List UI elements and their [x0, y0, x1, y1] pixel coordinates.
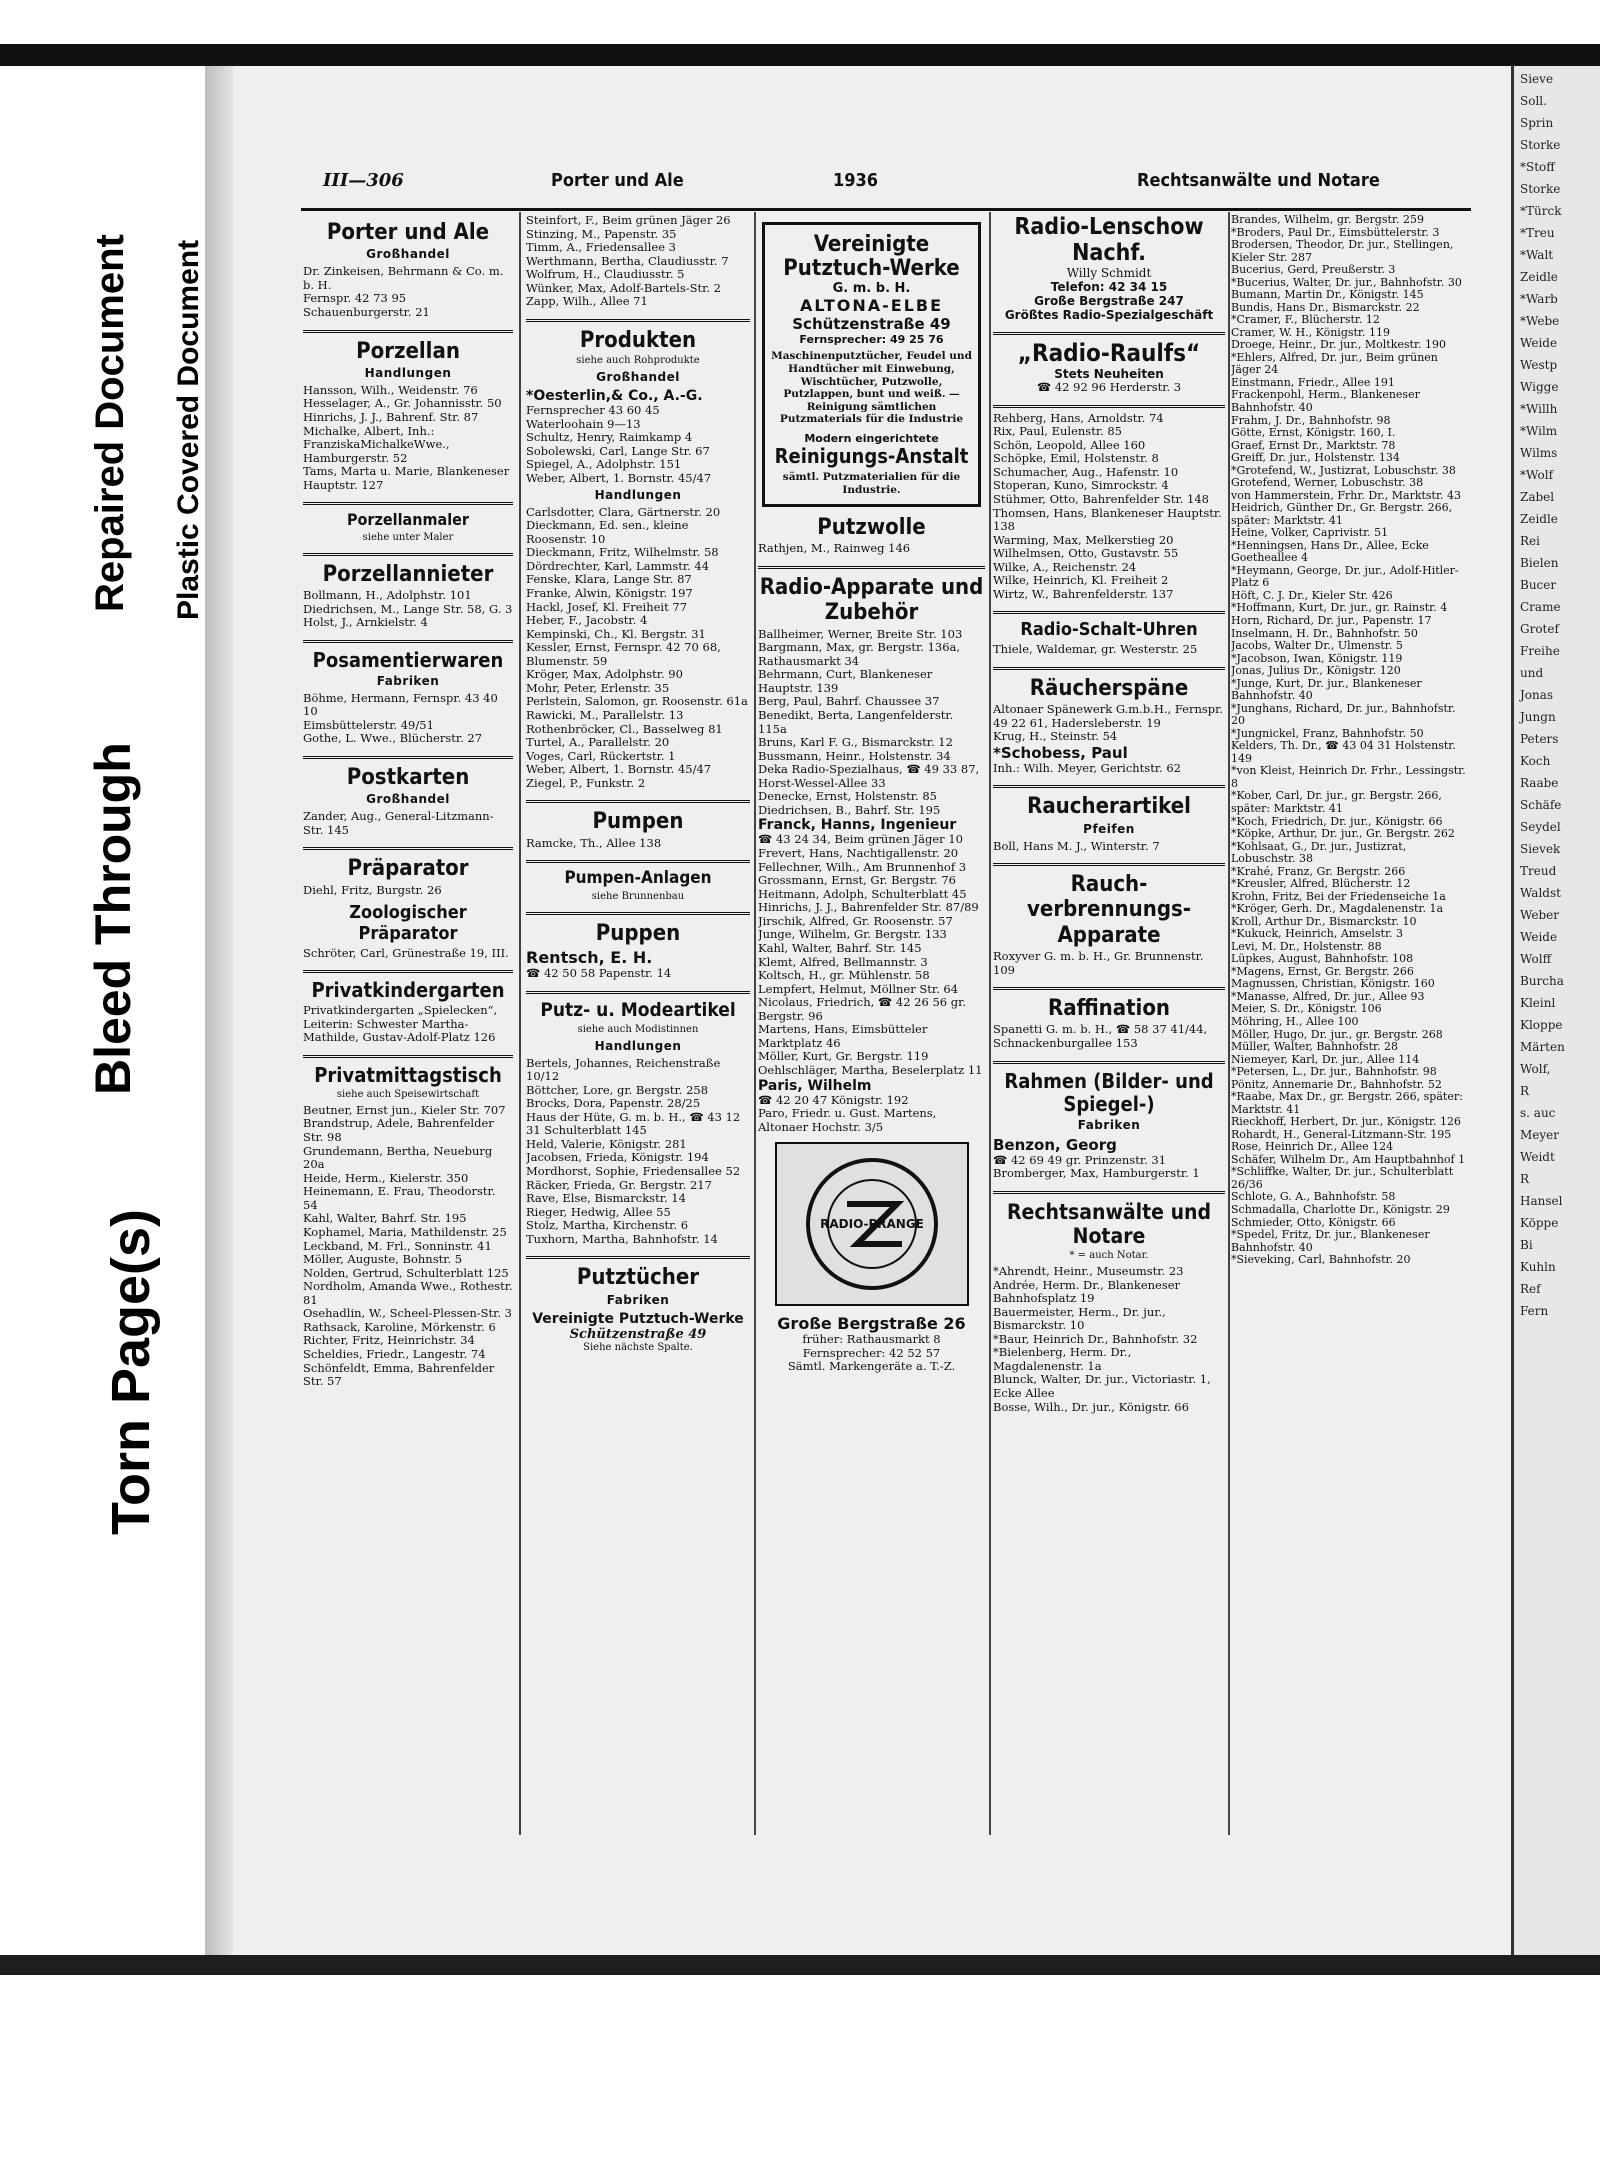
advertisement — [993, 339, 1225, 395]
featured-entry: Paris, Wilhelm — [758, 1077, 872, 1094]
adjacent-page-line: Schäfe — [1520, 798, 1562, 812]
column-rule — [1228, 212, 1230, 1835]
label-bleed-through: Bleed Through — [85, 742, 141, 1095]
separator — [303, 553, 513, 556]
entry-list: Inh.: Wilh. Meyer, Gerichtstr. 62 — [993, 760, 1181, 775]
section-heading: Rauch-verbrennungs-Apparate — [1026, 872, 1191, 948]
entry-list: Rehberg, Hans, Arnoldstr. 74 Rix, Paul, Eulenstr. 85 Schön, Leopold, Allee 160 Schöpke, Emil, Holstenstr. 8 Schumacher, Aug., Hafenstr. 10 Stoperan, Kuno, Simrockstr. 4 Stühmer, Otto, Bahrenfelder Str. 148 Thomsen, Hans, Blankeneser Hauptstr. 138 Warming, Max, Melkerstieg 20 Wilhelmsen, Otto, Gustavstr. 55 Wilke, A., Reichenstr. 24 Wilke, Heinrich, Kl. Freiheit 2 Wirtz, W., Bahrenfelderstr. 137 — [993, 410, 1222, 601]
header-right-title: Rechtsanwälte und Notare — [1137, 170, 1380, 191]
separator — [993, 1191, 1225, 1194]
separator — [526, 1256, 750, 1259]
section-heading: Privatkindergarten — [311, 978, 505, 1003]
radio-logo-icon — [787, 1154, 957, 1294]
separator — [526, 860, 750, 863]
separator — [993, 611, 1225, 614]
adjacent-page-line: Weber — [1520, 908, 1559, 922]
adjacent-page-line: *Treu — [1520, 226, 1555, 240]
section-heading: Präparator — [347, 856, 469, 882]
section-note: siehe Brunnenbau — [591, 890, 685, 902]
adjacent-page-line: Burcha — [1520, 974, 1564, 988]
adjacent-page-line: Weide — [1520, 930, 1558, 944]
radio-prange-logo — [775, 1142, 969, 1306]
adjacent-page-line: Jonas — [1520, 688, 1554, 702]
header-left-title: Porter und Ale — [551, 170, 684, 191]
section-heading: Radio-Apparate und Zubehör — [759, 574, 984, 626]
section-heading: Porzellan — [356, 338, 460, 364]
column-5 — [1231, 214, 1466, 1835]
separator — [993, 785, 1225, 788]
separator — [303, 970, 513, 973]
adjacent-page-line: Rei — [1520, 534, 1540, 548]
separator — [993, 405, 1225, 408]
adjacent-page-line: *Willh — [1520, 402, 1558, 416]
adjacent-page-line: Köppe — [1520, 1216, 1559, 1230]
adjacent-page-line: Bielen — [1520, 556, 1559, 570]
section-heading: Postkarten — [346, 764, 470, 790]
featured-entry: Vereinigte Putztuch-Werke — [532, 1310, 744, 1327]
entry-list: Bertels, Johannes, Reichenstraße 10/12 Böttcher, Lore, gr. Bergstr. 258 Brocks, Dora, Papenstr. 28/25 Haus der Hüte, G. m. b. H., ☎ 43 12 31 Schulterblatt 145 Held, Valerie, Königstr. 281 Jacobsen, Frieda, Königstr. 194 Mordhorst, Sophie, Friedensallee 52 Räcker, Frieda, Gr. Bergstr. 217 Rave, Else, Bismarckstr. 14 Rieger, Hedwig, Allee 55 Stolz, Martha, Kirchenstr. 6 Tuxhorn, Martha, Bahnhofstr. 14 — [526, 1055, 741, 1246]
page-header — [323, 170, 1453, 194]
ad-street: Schützenstraße 49 — [792, 315, 951, 334]
section-heading: Puppen — [595, 920, 681, 946]
entry-list: Altonaer Spänewerk G.m.b.H., Fernspr. 49 22 61, Hadersleberstr. 19 Krug, H., Steinstr. 54 — [993, 701, 1224, 744]
adjacent-page-line: Märten — [1520, 1040, 1565, 1054]
section-heading: Raucherartikel — [1027, 794, 1191, 820]
section-subheading: Großhandel — [366, 792, 450, 807]
section-subheading: Handlungen — [364, 365, 452, 380]
separator — [303, 756, 513, 759]
adjacent-page-line: Freihe — [1520, 644, 1560, 658]
header-year: 1936 — [833, 170, 879, 191]
entry-list: Spanetti G. m. b. H., ☎ 58 37 41/44, Schnackenburgallee 153 — [993, 1022, 1208, 1050]
section-heading: Pumpen-Anlagen — [564, 868, 712, 889]
adjacent-page-line: *Stoff — [1520, 160, 1555, 174]
label-plastic-covered: Plastic Covered Document — [172, 239, 205, 620]
section-heading: Räucherspäne — [1029, 675, 1189, 701]
section-note: siehe unter Maler — [362, 531, 454, 543]
section-heading: Porter und Ale — [326, 220, 490, 245]
column-4 — [993, 214, 1225, 1835]
entry-list: Boll, Hans M. J., Winterstr. 7 — [993, 838, 1160, 853]
separator — [303, 330, 513, 333]
column-3 — [758, 214, 985, 1835]
advertisement — [758, 1314, 985, 1374]
label-strip — [0, 0, 205, 1975]
column-1 — [303, 214, 513, 1835]
ad-title: Radio-Lenschow Nachf. — [1014, 214, 1204, 266]
page-number: III—306 — [323, 170, 404, 191]
advertisement-box — [762, 222, 981, 507]
logo-text: RADIO-PRANGE — [819, 1217, 924, 1232]
ad-tagline: Stets Neuheiten — [1054, 367, 1164, 381]
separator — [526, 800, 750, 803]
adjacent-page-line: Crame — [1520, 600, 1561, 614]
adjacent-page-line: Treud — [1520, 864, 1557, 878]
adjacent-page-line: Storke — [1520, 138, 1561, 152]
entry-list: Thiele, Waldemar, gr. Westerstr. 25 — [993, 642, 1198, 657]
separator — [303, 502, 513, 505]
adjacent-page-line: Peters — [1520, 732, 1559, 746]
adjacent-page-fragment — [1511, 66, 1600, 1955]
adjacent-page-line: Sprin — [1520, 116, 1554, 130]
ad-title: Vereinigte Putztuch-Werke — [783, 232, 960, 282]
adjacent-page-line: Grotef — [1520, 622, 1559, 636]
entry-list: Bollmann, H., Adolphstr. 101 Diedrichsen, M., Lange Str. 58, G. 3 Holst, J., Arnkielstr. 4 — [303, 588, 513, 630]
entry-list: Roxyver G. m. b. H., Gr. Brunnenstr. 109 — [993, 948, 1204, 977]
adjacent-page-line: Storke — [1520, 182, 1561, 196]
adjacent-page-line: Bi — [1520, 1238, 1533, 1252]
separator — [526, 991, 750, 994]
adjacent-page-line: Waldst — [1520, 886, 1561, 900]
entry-list: Fernsprecher 43 60 45 Waterloohain 9—13 Schultz, Henry, Raimkamp 4 Sobolewski, Carl, Lange Str. 67 Spiegel, A., Adolphstr. 151 Weber, Albert, 1. Bornstr. 45/47 — [526, 403, 712, 486]
adjacent-page-line: Meyer — [1520, 1128, 1560, 1142]
adjacent-page-line: Sievek — [1520, 842, 1561, 856]
separator — [758, 566, 985, 569]
adjacent-page-line: Wigge — [1520, 380, 1559, 394]
section-note: * = auch Notar. — [1069, 1249, 1149, 1261]
entry-list: Brandes, Wilhelm, gr. Bergstr. 259 *Broders, Paul Dr., Eimsbüttelerstr. 3 Brodersen, Theodor, Dr. jur., Stellingen, Kieler Str. 287 Bucerius, Gerd, Preußerstr. 3 *Bucerius, Walter, Dr. jur., Bahnhofstr. 30 Bumann, Martin Dr., Königstr. 145 Bundis, Hans Dr., Bismarckstr. 22 *Cramer, F., Blücherstr. 12 Cramer, W. H., Königstr. 119 Droege, Heinr., Dr. jur., Moltkestr. 190 *Ehlers, Alfred, Dr. jur., Beim grünen Jäger 24 Einstmann, Friedr., Allee 191 Frackenpohl, Herm., Blankeneser Bahnhofstr. 40 Frahm, J. Dr., Bahnhofstr. 98 Götte, Ernst, Königstr. 160, I. Graef, Ernst Dr., Marktstr. 78 Greiff, Dr. jur., Holstenstr. 134 *Grotefend, W., Justizrat, Lobuschstr. 38 Grotefend, Werner, Lobuschstr. 38 von Hammerstein, Frhr. Dr., Marktstr. 43 Heidrich, Günther Dr., Gr. Bergstr. 266, später: Marktstr. 41 Heine, Volker, Caprivistr. 51 *Henningsen, Hans Dr., Allee, Ecke Goetheallee 4 *Heymann, George, Dr. jur., Adolf-Hitler-Platz 6 Höft, C. J. Dr., Kieler Str. 426 *Hoffmann, Kurt, Dr. jur., gr. Rainstr. 4 Horn, Richard, Dr. jur., Papenstr. 17 Inselmann, H. Dr., Bahnhofstr. 50 Jacobs, Walter Dr., Ulmenstr. 5 *Jacobson, Iwan, Königstr. 119 Jonas, Julius Dr., Königstr. 120 *Junge, Kurt, Dr. jur., Blankeneser Bahnhofstr. 40 *Junghans, Richard, Dr. jur., Bahnhofstr. 20 *Jungnickel, Franz, Bahnhofstr. 50 Kelders, Th. Dr., ☎ 43 04 31 Holstenstr. 149 *von Kleist, Heinrich Dr. Frhr., Lessingstr. 8 *Kober, Carl, Dr. jur., gr. Bergstr. 266, später: Marktstr. 41 *Koch, Friedrich, Dr. jur., Königstr. 66 *Köpke, Arthur, Dr. jur., Gr. Bergstr. 262 *Kohlsaat, G., Dr. jur., Justizrat, Lobuschstr. 38 *Krahé, Franz, Gr. Bergstr. 266 *Kreusler, Alfred, Blücherstr. 12 Krohn, Fritz, Bei der Friedenseiche 1a *Kröger, Gerh. Dr., Magdalenenstr. 1a Kroll, Arthur Dr., Bismarckstr. 10 *Kukuck, Heinrich, Amselstr. 3 Levi, M. Dr., Holstenstr. 88 Lüpkes, August, Bahnhofstr. 108 *Magens, Ernst, Gr. Bergstr. 266 Magnussen, Christian, Königstr. 160 *Manasse, Alfred, Dr. jur., Allee 93 Meier, S. Dr., Königstr. 106 Möhring, H., Allee 100 Möller, Hugo, Dr. jur., gr. Bergstr. 268 Müller, Walter, Bahnhofstr. 28 Niemeyer, Karl, Dr. jur., Allee 114 *Petersen, L., Dr. jur., Bahnhofstr. 98 Pönitz, Annemarie Dr., Bahnhofstr. 52 *Raabe, Max Dr., gr. Bergstr. 266, später: Marktstr. 41 Rieckhoff, Herbert, Dr. jur., Königstr. 126 Rohardt, H., General-Litzmann-Str. 195 Rose, Heinrich Dr., Allee 124 Schäfer, Wilhelm Dr., Am Hauptbahnhof 1 *Schliffke, Walter, Dr. jur., Schulterblatt 26/36 Schlote, G. A., Bahnhofstr. 58 Schmadalla, Charlotte Dr., Königstr. 29 Schmieder, Otto, Königstr. 66 *Spedel, Fritz, Dr. jur., Blankeneser Bahnhofstr. 40 *Sieveking, Carl, Bahnhofstr. 20 — [1231, 214, 1466, 1267]
adjacent-page-line: Kloppe — [1520, 1018, 1563, 1032]
separator — [993, 987, 1225, 990]
section-note: Siehe nächste Spalte. — [583, 1341, 693, 1353]
adjacent-page-line: *Wilm — [1520, 424, 1558, 438]
label-repaired-document: Repaired Document — [88, 234, 132, 612]
adjacent-page-line: *Warb — [1520, 292, 1558, 306]
adjacent-page-line: *Wolf — [1520, 468, 1554, 482]
entry-list: *Ahrendt, Heinr., Museumstr. 23 Andrée, Herm. Dr., Blankeneser Bahnhofsplatz 19 Bauermeister, Herm., Dr. jur., Bismarckstr. 10 *Baur, Heinrich Dr., Bahnhofstr. 32 *Bielenberg, Herm. Dr., Magdalenenstr. 1a Blunck, Walter, Dr. jur., Victoriastr. 1, Ecke Allee Bosse, Wilh., Dr. jur., Königstr. 66 — [993, 1263, 1211, 1414]
adjacent-page-line: *Webe — [1520, 314, 1560, 328]
adjacent-page-line: Jungn — [1520, 710, 1556, 724]
page-binding — [205, 66, 235, 1955]
section-heading: Privatmittagstisch — [314, 1062, 502, 1087]
adjacent-page-line: Wolf, — [1520, 1062, 1551, 1076]
featured-address: Schützenstraße 49 — [569, 1326, 707, 1342]
adjacent-page-line: Koch — [1520, 754, 1551, 768]
separator — [526, 912, 750, 915]
adjacent-page-line: Bucer — [1520, 578, 1557, 592]
column-rule — [754, 212, 756, 1835]
ad-tagline: Größtes Radio-Spezialgeschäft — [1004, 308, 1214, 322]
entry-list: Steinfort, F., Beim grünen Jäger 26 Stinzing, M., Papenstr. 35 Timm, A., Friedensallee 3 Werthmann, Bertha, Claudiusstr. 7 Wolfrum, H., Claudiusstr. 5 Wünker, Max, Adolf-Bartels-Str. 2 Zapp, Wilh., Allee 71 — [526, 214, 731, 309]
featured-entry: Benzon, Georg — [993, 1135, 1117, 1154]
section-subheading: Fabriken — [1077, 1117, 1141, 1132]
section-note: siehe auch Speisewirtschaft — [336, 1088, 480, 1100]
ad-subtitle: G. m. b. H. — [832, 281, 911, 297]
ad-description: sämtl. Putzmaterialien für die Industrie. — [782, 470, 961, 496]
adjacent-page-line: Fern — [1520, 1304, 1549, 1318]
adjacent-page-line: Zeidle — [1520, 512, 1558, 526]
ad-description: ☎ 42 92 96 Herderstr. 3 — [1036, 380, 1182, 394]
separator — [526, 319, 750, 322]
section-heading: Rahmen (Bilder- und Spiegel-) — [1004, 1068, 1214, 1116]
entry-list: Carlsdotter, Clara, Gärtnerstr. 20 Dieckmann, Ed. sen., kleine Roosenstr. 10 Dieckmann, Fritz, Wilhelmstr. 58 Dördrechter, Karl, Lammstr. 44 Fenske, Klara, Lange Str. 87 Franke, Alwin, Königstr. 197 Hackl, Josef, Kl. Freiheit 77 Heber, F., Jacobstr. 4 Kempinski, Ch., Kl. Bergstr. 31 Kessler, Ernst, Fernspr. 42 70 68, Blumenstr. 59 Kröger, Max, Adolphstr. 90 Mohr, Peter, Erlenstr. 35 Perlstein, Salomon, gr. Roosenstr. 61a Rawicki, M., Parallelstr. 13 Rothenbröcker, Cl., Basselweg 81 Turtel, A., Parallelstr. 20 Voges, Carl, Rückertstr. 1 Weber, Albert, 1. Bornstr. 45/47 Ziegel, P., Funkstr. 2 — [526, 504, 748, 790]
adjacent-page-line: Soll. — [1520, 94, 1547, 108]
section-heading: Zoologischer Präparator — [349, 902, 467, 944]
scanner-edge-bottom — [0, 1955, 1600, 1975]
section-heading: Pumpen — [592, 809, 684, 835]
column-rule — [989, 212, 991, 1835]
ad-title: Reinigungs-Anstalt — [774, 443, 969, 468]
ad-address: Große Bergstraße 247 — [1034, 294, 1184, 308]
featured-entry: Franck, Hanns, Ingenieur — [758, 817, 957, 834]
entry-list: Dr. Zinkeisen, Behrmann & Co. m. b. H. Fernspr. 42 73 95 Schauenburgerstr. 21 — [303, 264, 504, 319]
section-heading: Putztücher — [576, 1265, 700, 1291]
entry-list: Diehl, Fritz, Burgstr. 26 — [303, 882, 442, 897]
section-note: siehe auch Rohprodukte — [576, 355, 700, 367]
ad-description: Maschinenputztücher, Feudel und Handtücher mit Einwebung, Wischtücher, Putzwolle, Putzlappen, bunt und weiß. — Reinigung sämtlichen Putzmaterials für die Industrie — [771, 350, 972, 426]
adjacent-page-line: Zabel — [1520, 490, 1555, 504]
section-heading: Rechtsanwälte und Notare — [1006, 1199, 1212, 1248]
adjacent-page-line: Hansel — [1520, 1194, 1563, 1208]
separator — [993, 667, 1225, 670]
section-heading: Porzellannieter — [322, 561, 494, 587]
featured-entry: *Oesterlin,& Co., A.-G. — [526, 388, 703, 405]
adjacent-page-line: *Walt — [1520, 248, 1554, 262]
column-2 — [526, 214, 750, 1835]
section-heading: Radio-Schalt-Uhren — [1020, 619, 1198, 641]
adjacent-page-line: s. auc — [1520, 1106, 1556, 1120]
separator — [303, 847, 513, 850]
separator — [993, 332, 1225, 335]
column-rule — [519, 212, 521, 1835]
section-subheading: Fabriken — [606, 1292, 670, 1307]
section-heading: Produkten — [579, 327, 697, 353]
advertisement — [993, 214, 1225, 322]
ad-city: ALTONA-ELBE — [799, 296, 944, 316]
adjacent-page-line: *Türck — [1520, 204, 1562, 218]
separator — [303, 1055, 513, 1058]
ad-owner: Willy Schmidt — [1066, 266, 1152, 280]
entry-list: Ballheimer, Werner, Breite Str. 103 Bargmann, Max, gr. Bergstr. 136a, Rathausmarkt 34 Behrmann, Curt, Blankeneser Hauptstr. 139 Berg, Paul, Bahrf. Chaussee 37 Benedikt, Berta, Langenfelderstr. 115a Bruns, Karl F. G., Bismarckstr. 12 Bussmann, Heinr., Holstenstr. 34 Deka Radio-Spezialhaus, ☎ 49 33 87, Horst-Wessel-Allee 33 Denecke, Ernst, Holstenstr. 85 Diedrichsen, B., Bahrf. Str. 195 — [758, 626, 980, 817]
entry-list: Hansson, Wilh., Weidenstr. 76 Hesselager, A., Gr. Johannisstr. 50 Hinrichs, J. J., Bahrenf. Str. 87 Michalke, Albert, Inh.: FranziskaMichalkeWwe., Hamburgerstr. 52 Tams, Marta u. Marie, Blankeneser Hauptstr. 127 — [303, 382, 510, 492]
section-subheading: Pfeifen — [1083, 821, 1135, 836]
ad-subtitle: Modern eingerichtete — [804, 431, 939, 445]
adjacent-page-line: R — [1520, 1084, 1530, 1098]
section-heading: Putz- u. Modeartikel — [540, 998, 736, 1021]
entry-list: Böhme, Hermann, Fernspr. 43 40 10 Eimsbüttelerstr. 49/51 Gothe, L. Wwe., Blücherstr. 27 — [303, 690, 498, 746]
adjacent-page-line: Wilms — [1520, 446, 1558, 460]
adjacent-page-line: R — [1520, 1172, 1530, 1186]
adjacent-page-line: Raabe — [1520, 776, 1559, 790]
entry-list: ☎ 42 50 58 Papenstr. 14 — [526, 966, 672, 981]
section-heading: Raffination — [1047, 996, 1171, 1022]
entry-list: Zander, Aug., General-Litzmann-Str. 145 — [303, 809, 494, 837]
adjacent-page-line: Westp — [1520, 358, 1558, 372]
separator — [993, 1061, 1225, 1064]
entry-list: Schröter, Carl, Grünestraße 19, III. — [303, 945, 509, 960]
entry-list: Privatkindergarten „Spielecken“, Leiterin: Schwester Martha-Mathilde, Gustav-Adolf-Platz 126 — [303, 1003, 498, 1045]
entry-list: Beutner, Ernst jun., Kieler Str. 707 Brandstrup, Adele, Bahrenfelder Str. 98 Grundemann, Bertha, Neueburg 20a Heide, Herm., Kielerstr. 350 Heinemann, E. Frau, Theodorstr. 54 Kahl, Walter, Bahrf. Str. 195 Kophamel, Maria, Mathildenstr. 25 Leckband, M. Frl., Sonninstr. 41 Möller, Auguste, Bohnstr. 5 Nolden, Gertrud, Schulterblatt 125 Nordholm, Amanda Wwe., Rothestr. 81 Osehadlin, W., Scheel-Plessen-Str. 3 Rathsack, Karoline, Mörkenstr. 6 Richter, Fritz, Heinrichstr. 34 Scheldies, Friedr., Langestr. 74 Schönfeldt, Emma, Bahrenfelder Str. 57 — [303, 1102, 513, 1389]
adjacent-page-line: und — [1520, 666, 1544, 680]
featured-entry: Rentsch, E. H. — [526, 948, 653, 968]
adjacent-page-line: Kleinl — [1520, 996, 1556, 1010]
adjacent-page-line: Sieve — [1520, 72, 1554, 86]
featured-entry: *Schobess, Paul — [993, 743, 1128, 762]
section-subheading: Handlungen — [594, 1038, 682, 1053]
ad-title: Große Bergstraße 26 — [777, 1314, 966, 1334]
adjacent-page-line: Zeidle — [1520, 270, 1558, 284]
ad-phone: Telefon: 42 34 15 — [1050, 280, 1168, 294]
directory-page — [233, 66, 1511, 1955]
ad-title: „Radio-Raulfs“ — [1017, 339, 1201, 367]
separator — [303, 640, 513, 643]
adjacent-page-line: Ref — [1520, 1282, 1541, 1296]
label-torn-pages: Torn Page(s) — [101, 1208, 161, 1535]
entry-list: ☎ 43 24 34, Beim grünen Jäger 10 Frevert, Hans, Nachtigallenstr. 20 Fellechner, Wilh., Am Brunnenhof 3 Grossmann, Ernst, Gr. Bergstr. 76 Heitmann, Adolph, Schulterblatt 45 Hinrichs, J. J., Bahrenfelder Str. 87/89 Jirschik, Alfred, Gr. Roosenstr. 57 Junge, Wilhelm, Gr. Bergstr. 133 Kahl, Walter, Bahrf. Str. 145 Klemt, Alfred, Bellmannstr. 3 Koltsch, H., gr. Mühlenstr. 58 Lempfert, Helmut, Möllner Str. 64 Nicolaus, Friedrich, ☎ 42 26 56 gr. Bergstr. 96 Martens, Hans, Eimsbütteler Marktplatz 46 Möller, Kurt, Gr. Bergstr. 119 Oehlschläger, Martha, Beselerplatz 11 — [758, 832, 983, 1078]
section-subheading: Handlungen — [594, 487, 682, 502]
section-note: siehe auch Modistinnen — [577, 1023, 699, 1035]
section-subheading: Großhandel — [596, 370, 680, 385]
adjacent-page-line: Weide — [1520, 336, 1558, 350]
entry-list: Rathjen, M., Rainweg 146 — [758, 541, 911, 556]
entry-list: ☎ 42 20 47 Königstr. 192 Paro, Friedr. u. Gust. Martens, Altonaer Hochstr. 3/5 — [758, 1092, 937, 1134]
entry-list: Ramcke, Th., Allee 138 — [526, 835, 662, 850]
section-heading: Putzwolle — [817, 515, 926, 541]
ad-description: früher: Rathausmarkt 8 Fernsprecher: 42 52 57 Sämtl. Markengeräte a. T.-Z. — [787, 1332, 956, 1374]
section-subheading: Fabriken — [376, 673, 440, 688]
adjacent-page-line: Wolff — [1520, 952, 1552, 966]
header-rule — [301, 208, 1471, 211]
ad-phone: Fernsprecher: 49 25 76 — [799, 333, 944, 347]
adjacent-page-line: Seydel — [1520, 820, 1561, 834]
scanner-edge-top — [0, 44, 1600, 66]
section-heading: Porzellanmaler — [346, 510, 469, 530]
adjacent-page-line: Kuhln — [1520, 1260, 1556, 1274]
entry-list: ☎ 42 69 49 gr. Prinzenstr. 31 Bromberger, Max, Hamburgerstr. 1 — [993, 1152, 1200, 1181]
separator — [993, 863, 1225, 866]
section-heading: Posamentierwaren — [312, 647, 504, 672]
section-subheading: Großhandel — [366, 247, 450, 262]
adjacent-page-line: Weidt — [1520, 1150, 1555, 1164]
